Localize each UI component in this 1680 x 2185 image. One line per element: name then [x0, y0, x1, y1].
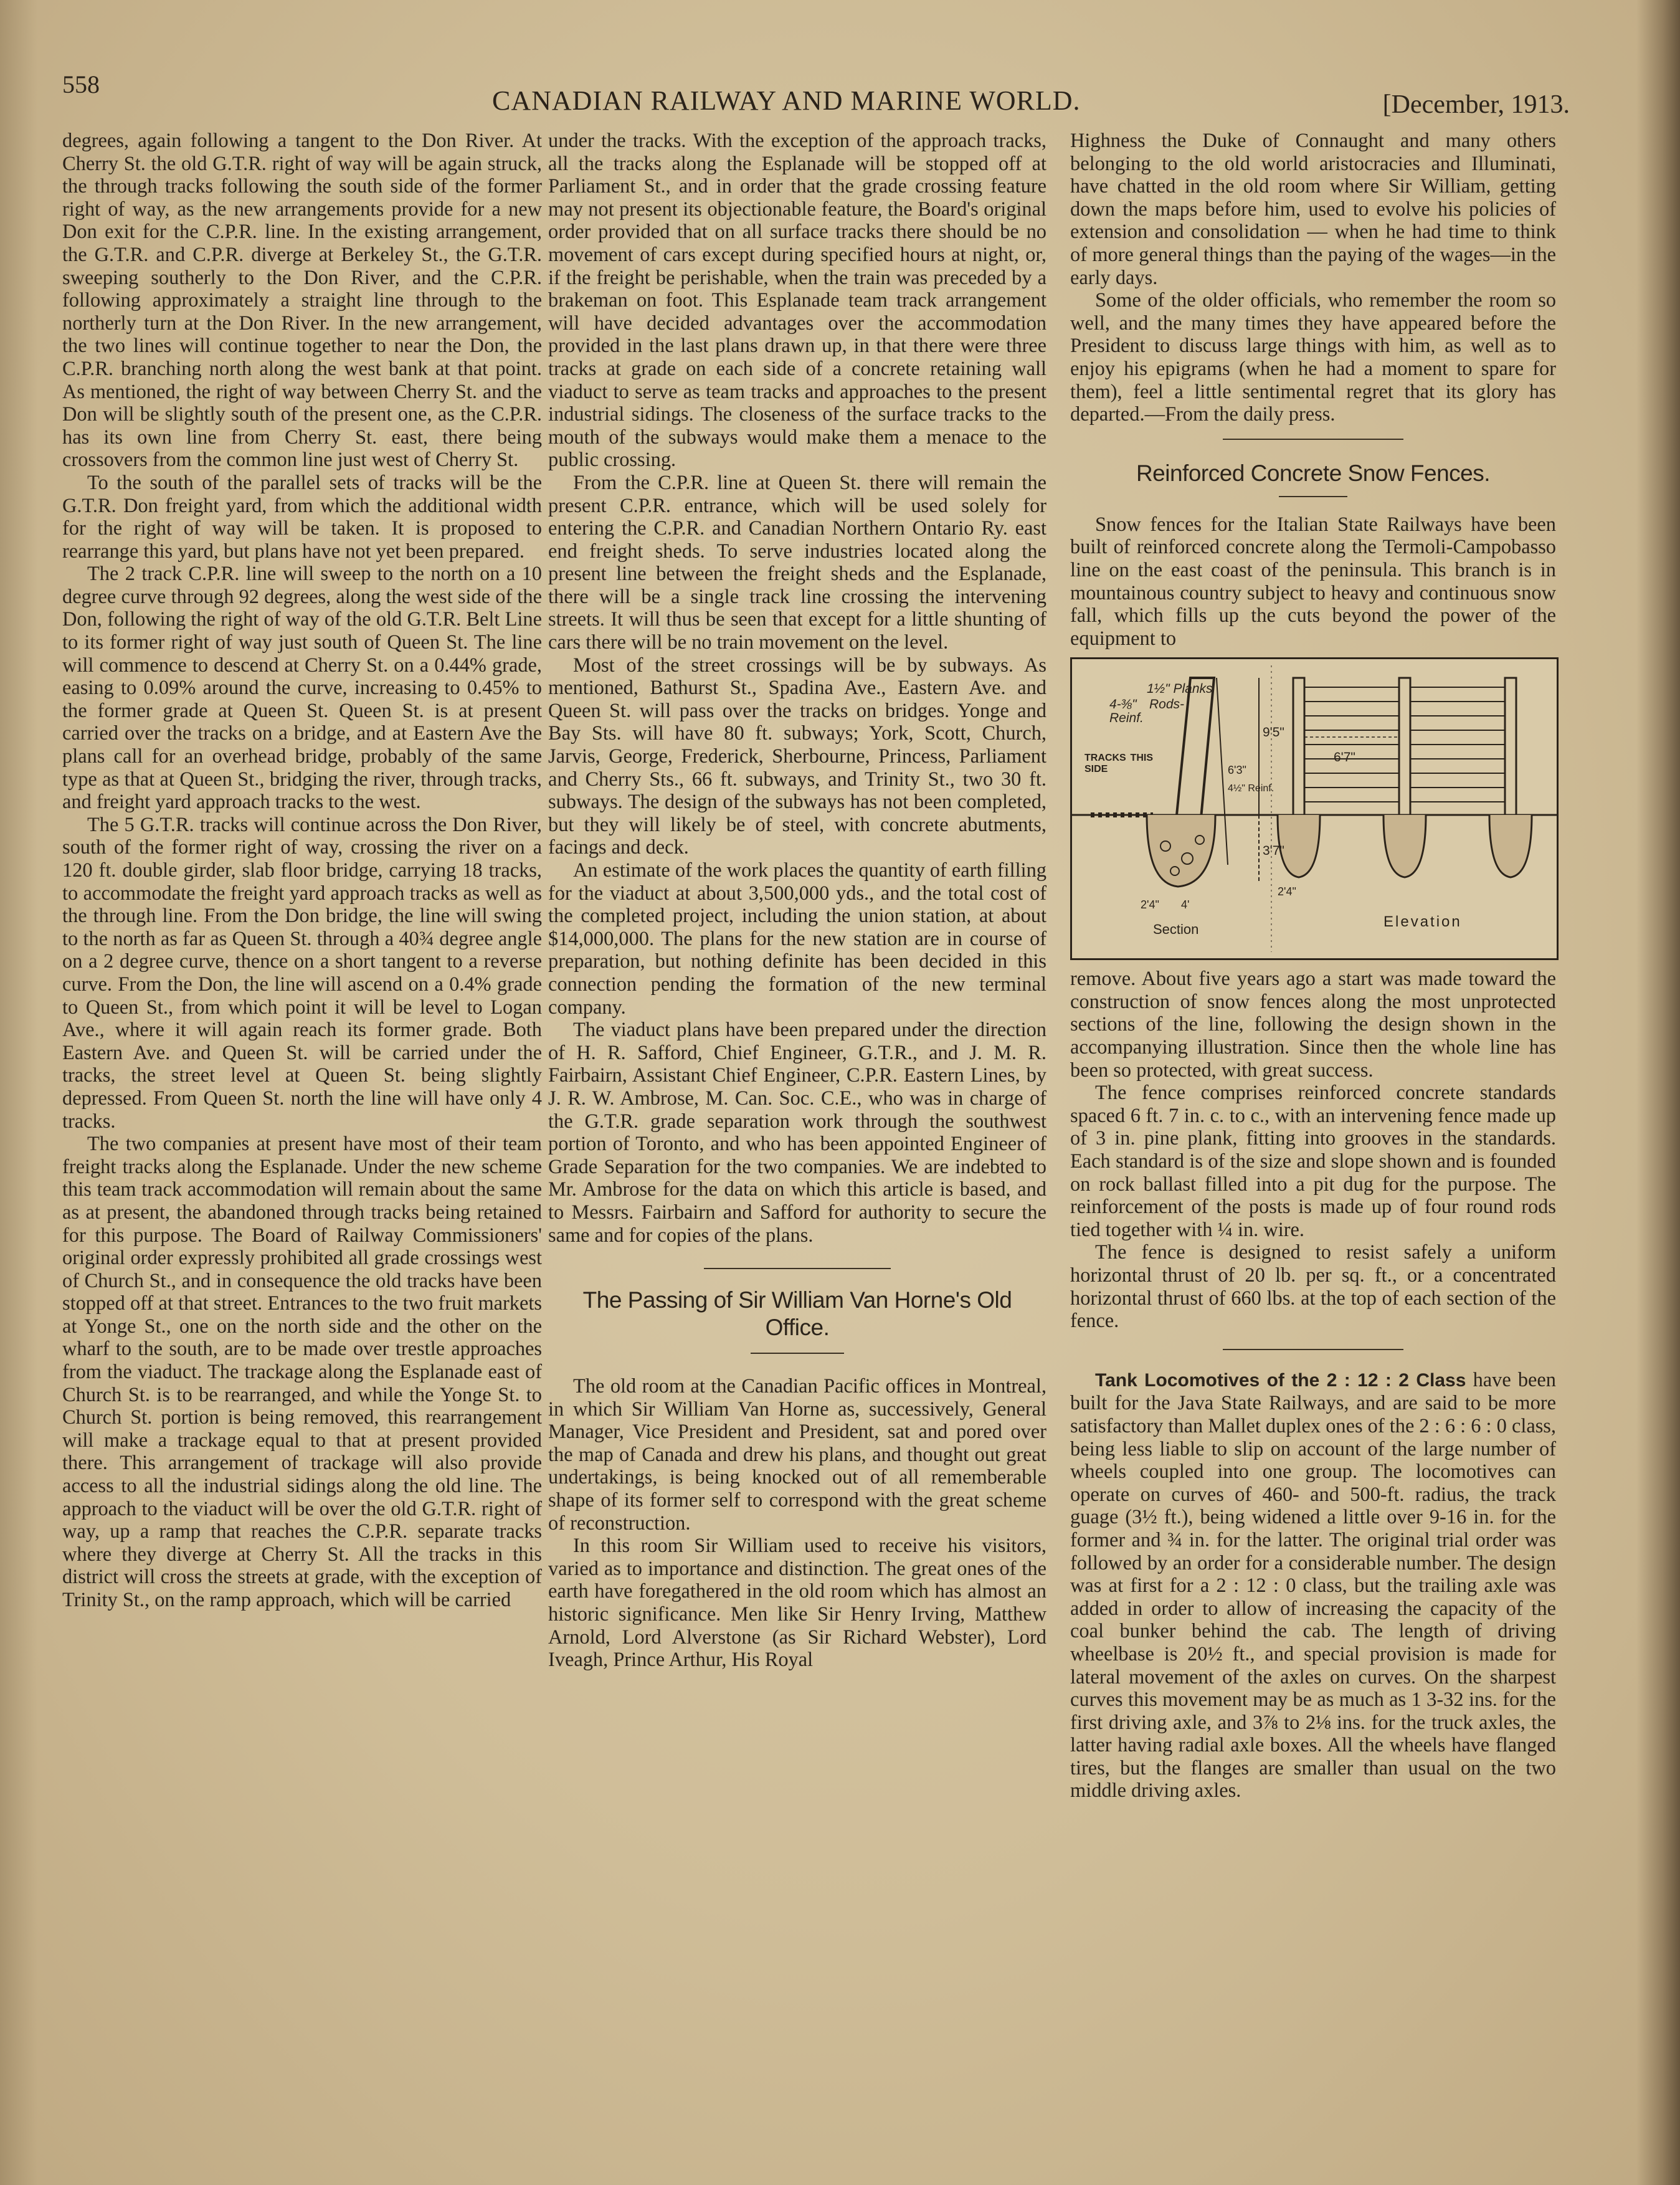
paragraph: The fence is designed to resist safely a uniform horizontal thrust of 20 lb. per sq. ft., or a concentrated horizontal thrust of 660 lbs. at the top of each section of the fence.	[1070, 1241, 1556, 1333]
section-plank	[1217, 678, 1228, 865]
paragraph: The viaduct plans have been prepared under the direction of H. R. Safford, Chief Engineer, G.T.R., and J. M. R. Fairbairn, Assistant Chief Engineer, C.P.R. Eastern Lines, by J. R. W. Ambrose, M. Can. Soc. C.E., who was in charge of the G.T.R. grade separation work through the southwest portion of Toronto, and who has been appointed Engineer of Grade Separation for the two companies. We are indebted to Mr. Ambrose for the data on which this article is based, and to Messrs. Fairbairn and Safford for authority to secure the same and for copies of the plans.	[548, 1019, 1046, 1247]
paragraph: From the C.P.R. line at Queen St. there will remain the present C.P.R. entrance, which will be used solely for entering the C.P.R. and Canadian Northern Ontario Ry. east end freight sheds. To serve industries located along the present line between the freight sheds and the Esplanade, there will be a single track line crossing the intervening streets. It will thus be seen that except for a little shunting of cars there will be no train movement on the level.	[548, 471, 1046, 654]
snow-fence-diagram	[1070, 657, 1559, 960]
section-divider	[704, 1268, 891, 1269]
column-2	[548, 130, 1046, 1672]
label-planks: 1½" Planks	[1147, 682, 1213, 697]
column-3	[1070, 130, 1556, 1802]
tank-locomotives-text: have been built for the Java State Railways, and are said to be more satisfactory than Mallet duplex ones of the 2 : 6 : 6 : 0 class, being less liable to slip on account of the large number of wheels coupled into one group. The locomotives can operate on curves of 460- and 500-ft. radius, the track guage (3½ ft.), being widened a little over 9-16 in. for the former and ¾ in. for the latter. The original trial order was followed by an order for a considerable number. The design was at first for a 2 : 12 : 0 class, but the trailing axle was added in order to allow of increasing the capacity of the coal bunker behind the cab. The length of driving wheelbase is 20½ ft., and special provision is made for lateral movement of the axles on curves. On the sharpest curves this movement may be as much as 1 3-32 ins. for the first driving axle, and 3⅞ to 2⅛ ins. for the truck axles, the latter having radial axle boxes. All the wheels have flanged tires, but the flanges are smaller than usual on the two middle driving axles.	[1070, 1368, 1556, 1802]
page-edge-shading	[0, 0, 37, 2185]
running-title: CANADIAN RAILWAY AND MARINE WORLD.	[492, 85, 1081, 116]
column-1	[62, 130, 542, 1612]
label-elevation: Elevation	[1383, 913, 1462, 931]
paragraph: In this room Sir William used to receive his visitors, varied as to importance and distinction. The great ones of the earth have foregathered in the old room which has almost an historic significance. Men like Sir Henry Irving, Matthew Arnold, Lord Alverstone (as Sir Richard Webster), Lord Iveagh, Prince Arthur, His Royal	[548, 1535, 1046, 1672]
label-24-right: 2'4"	[1278, 885, 1296, 898]
paragraph: under the tracks. With the exception of the approach tracks, all the tracks along the Esplanade will be stopped off at Parliament St., and in order that the grade crossing feature may not present its objectionable feature, the Board's original order provided that on all surface tracks there should be no movement of cars except during specified hours at night, or, if the freight be perishable, when the train was preceded by a brakeman on foot. This Esplanade team track arrangement will have decided advantages over the accommodation provided in the last plans drawn up, in that there were three tracks at grade on each side of a concrete retaining wall viaduct to serve as team tracks and approaches to the present industrial sidings. The closeness of the surface tracks to the mouth of the subways would make them a menace to the public crossing.	[548, 130, 1046, 472]
paragraph: Some of the older officials, who remember the room so well, and the many times they have appeared before the President to discuss large things with him, as well as to enjoy his epigrams (when he had a moment to spare for them), feel a little sentimental regret that its glory has departed.—From the daily press.	[1070, 289, 1556, 426]
label-tracks-side: TRACKS THIS SIDE	[1084, 753, 1153, 775]
paragraph: Highness the Duke of Connaught and many others belonging to the old world aristocracies and Illuminati, have chatted in the old room where Sir William, getting down the maps before him, used to evolve his policies of extension and consolidation — when he had time to think of more general things than the paying of the wages—in the early days.	[1070, 130, 1556, 289]
label-spacing: 6'7"	[1334, 750, 1355, 765]
section-divider	[1223, 439, 1403, 440]
paragraph: Snow fences for the Italian State Railways have been built of reinforced concrete along the Termoli-Campobasso line on the east coast of the peninsula. This branch is in mountainous country subject to heavy and continuous snow fall, which fills up the cuts beyond the power of the equipment to	[1070, 513, 1556, 650]
plank-lines	[1304, 687, 1505, 802]
paragraph: remove. About five years ago a start was made toward the construction of snow fences along the most unprotected sections of the line, following the design shown in the accompanying illustration. Since then the whole line has been so protected, with great success.	[1070, 968, 1556, 1082]
paragraph: Most of the street crossings will be by subways. As mentioned, Bathurst St., Spadina Ave., Eastern Ave. and Queen St. will pass over the tracks on bridges. Yonge and Bay Sts. will have 80 ft. subways; York, Scott, Church, Jarvis, George, Frederick, Sherbourne, Princess, Parliament and Cherry Sts., 66 ft. subways, and Trinity St., two 30 ft. subways. The design of the subways has not been completed, but they will likely be of steel, with concrete abutments, facings and deck.	[548, 654, 1046, 859]
label-45: 4½" Reinf.	[1228, 783, 1274, 794]
section-footing	[1147, 815, 1215, 887]
elevation-footing	[1383, 815, 1426, 877]
label-37: 3'7"	[1263, 844, 1284, 859]
paragraph: The fence comprises reinforced concrete standards spaced 6 ft. 7 in. c. to c., with an intervening fence made up of 3 in. pine plank, fitting into grooves in the standards. Each standard is of the size and slope shown and is founded on rock ballast filled into a pit dug for the purpose. The reinforcement of the posts is made up of four round rods tied together with ¼ in. wire.	[1070, 1082, 1556, 1241]
label-24-left: 2'4"	[1141, 898, 1159, 912]
page-number: 558	[62, 70, 100, 98]
paragraph: degrees, again following a tangent to the Don River. At Cherry St. the old G.T.R. right of way will be again struck, the through tracks following the south side of the former right of way, as the new arrangements provide for a new Don exit for the C.P.R. line. In the existing arrangement, the G.T.R. and C.P.R. diverge at Berkeley St., the G.T.R. sweeping southerly to the Don River, and the C.P.R. following approximately a straight line through to the northerly turn at the Don River. In the new arrangement, the two lines will continue together to near the Don, the C.P.R. branching north along the west bank at that point. As mentioned, the right of way between Cherry St. and the Don will be slightly south of the present one, as the C.P.R. has its own line from Cherry St. east, there being crossovers from the common line just west of Cherry St.	[62, 130, 542, 472]
tank-locomotives-lead: Tank Locomotives of the 2 : 12 : 2 Class	[1095, 1369, 1466, 1391]
elevation-post	[1293, 678, 1304, 815]
paragraph: The 2 track C.P.R. line will sweep to the north on a 10 degree curve through 92 degrees, along the west side of the Don, following the right of way of the old G.T.R. Belt Line to its former right of way just south of Queen St. The line will commence to descend at Cherry St. on a 0.44% grade, easing to 0.09% around the curve, increasing to 0.45% to the former grade at Queen St. Queen St. is at present carried over the tracks on a bridge, and at Eastern Ave the plans call for an overhead bridge, probably of the same type as that at Queen St., bridging the river, through tracks, and freight yard approach tracks to the west.	[62, 563, 542, 814]
label-rods: 4-⅜" Rods-Reinf.	[1109, 697, 1184, 726]
label-63: 6'3"	[1228, 764, 1246, 777]
heading-rule	[751, 1353, 844, 1354]
section-divider	[1223, 1349, 1403, 1350]
heading-rule	[1279, 496, 1347, 497]
label-4: 4'	[1181, 898, 1190, 912]
binding-shadow	[1636, 0, 1680, 2185]
label-section: Section	[1153, 921, 1199, 938]
article-heading: The Passing of Sir William Van Horne's Old Office.	[582, 1287, 1012, 1341]
paragraph: An estimate of the work places the quantity of earth filling for the viaduct at about 3,500,000 yds., and the total cost of the completed project, including the union station, at about $14,000,000. The plans for the new station are in course of preparation, but nothing definite has been decided in this connection pending the formation of the new terminal company.	[548, 859, 1046, 1019]
issue-date: [December, 1913.	[1382, 90, 1570, 119]
paragraph: The 5 G.T.R. tracks will continue across the Don River, south of the former right of way, crossing the river on a 120 ft. double girder, slab floor bridge, carrying 18 tracks, to accommodate the freight yard approach tracks as well as the through line. From the Don bridge, the line will swing to the north as far as Queen St. through a 40¾ degree angle on a 2 degree curve, thence on a short tangent to a reverse curve. From the Don, the line will ascend on a 0.4% grade to Queen St., from which point it will be level to Logan Ave., where it will again reach its former grade. Both Eastern Ave. and Queen St. will be carried under the tracks, the street level at Queen St. being slightly depressed. From Queen St. north the line will have only 4 tracks.	[62, 813, 542, 1133]
paragraph: The old room at the Canadian Pacific offices in Montreal, in which Sir William Van Horne as, successively, General Manager, Vice President and President, sat and pored over the map of Canada and drew his plans, and thought out great undertakings, is being knocked out of all rememberable shape of its former self to correspond with the great scheme of reconstruction.	[548, 1375, 1046, 1535]
elevation-post	[1399, 678, 1410, 815]
article-heading: Reinforced Concrete Snow Fences.	[1136, 460, 1491, 486]
paragraph: The two companies at present have most of their team freight tracks along the Esplanade. Under the new scheme this team track accommodation will remain about the same as at present, the abandoned through tracks being retained for this purpose. The Board of Railway Commissioners' original order expressly prohibited all grade crossings west of Church St., and in consequence the old tracks have been stopped off at that street. Entrances to the two fruit markets at Yonge St., one on the north side and the other on the wharf to the south, are to be made over trestle approaches from the viaduct. The trackage along the Esplanade east of Church St. is to be rearranged, and while the Yonge St. to Church St. portion is being removed, this rearrangement will make a trackage equal to that at present provided there. This arrangement of trackage will also provide access to all the industrial sidings along the old line. The approach to the viaduct will be over the old G.T.R. right of way, up a ramp that reaches the C.P.R. separate tracks where they diverge at Cherry St. All the tracks in this district will cross the streets at grade, with the exception of Trinity St., on the ramp approach, which will be carried	[62, 1133, 542, 1611]
paragraph	[1070, 1369, 1556, 1802]
elevation-footing	[1489, 815, 1532, 877]
label-height: 9'5"	[1263, 725, 1284, 740]
elevation-post	[1505, 678, 1516, 815]
paragraph: To the south of the parallel sets of tracks will be the G.T.R. Don freight yard, from which the additional width for the right of way will be taken. It is proposed to rearrange this yard, but plans have not yet been prepared.	[62, 471, 542, 563]
page-header	[62, 62, 1570, 119]
